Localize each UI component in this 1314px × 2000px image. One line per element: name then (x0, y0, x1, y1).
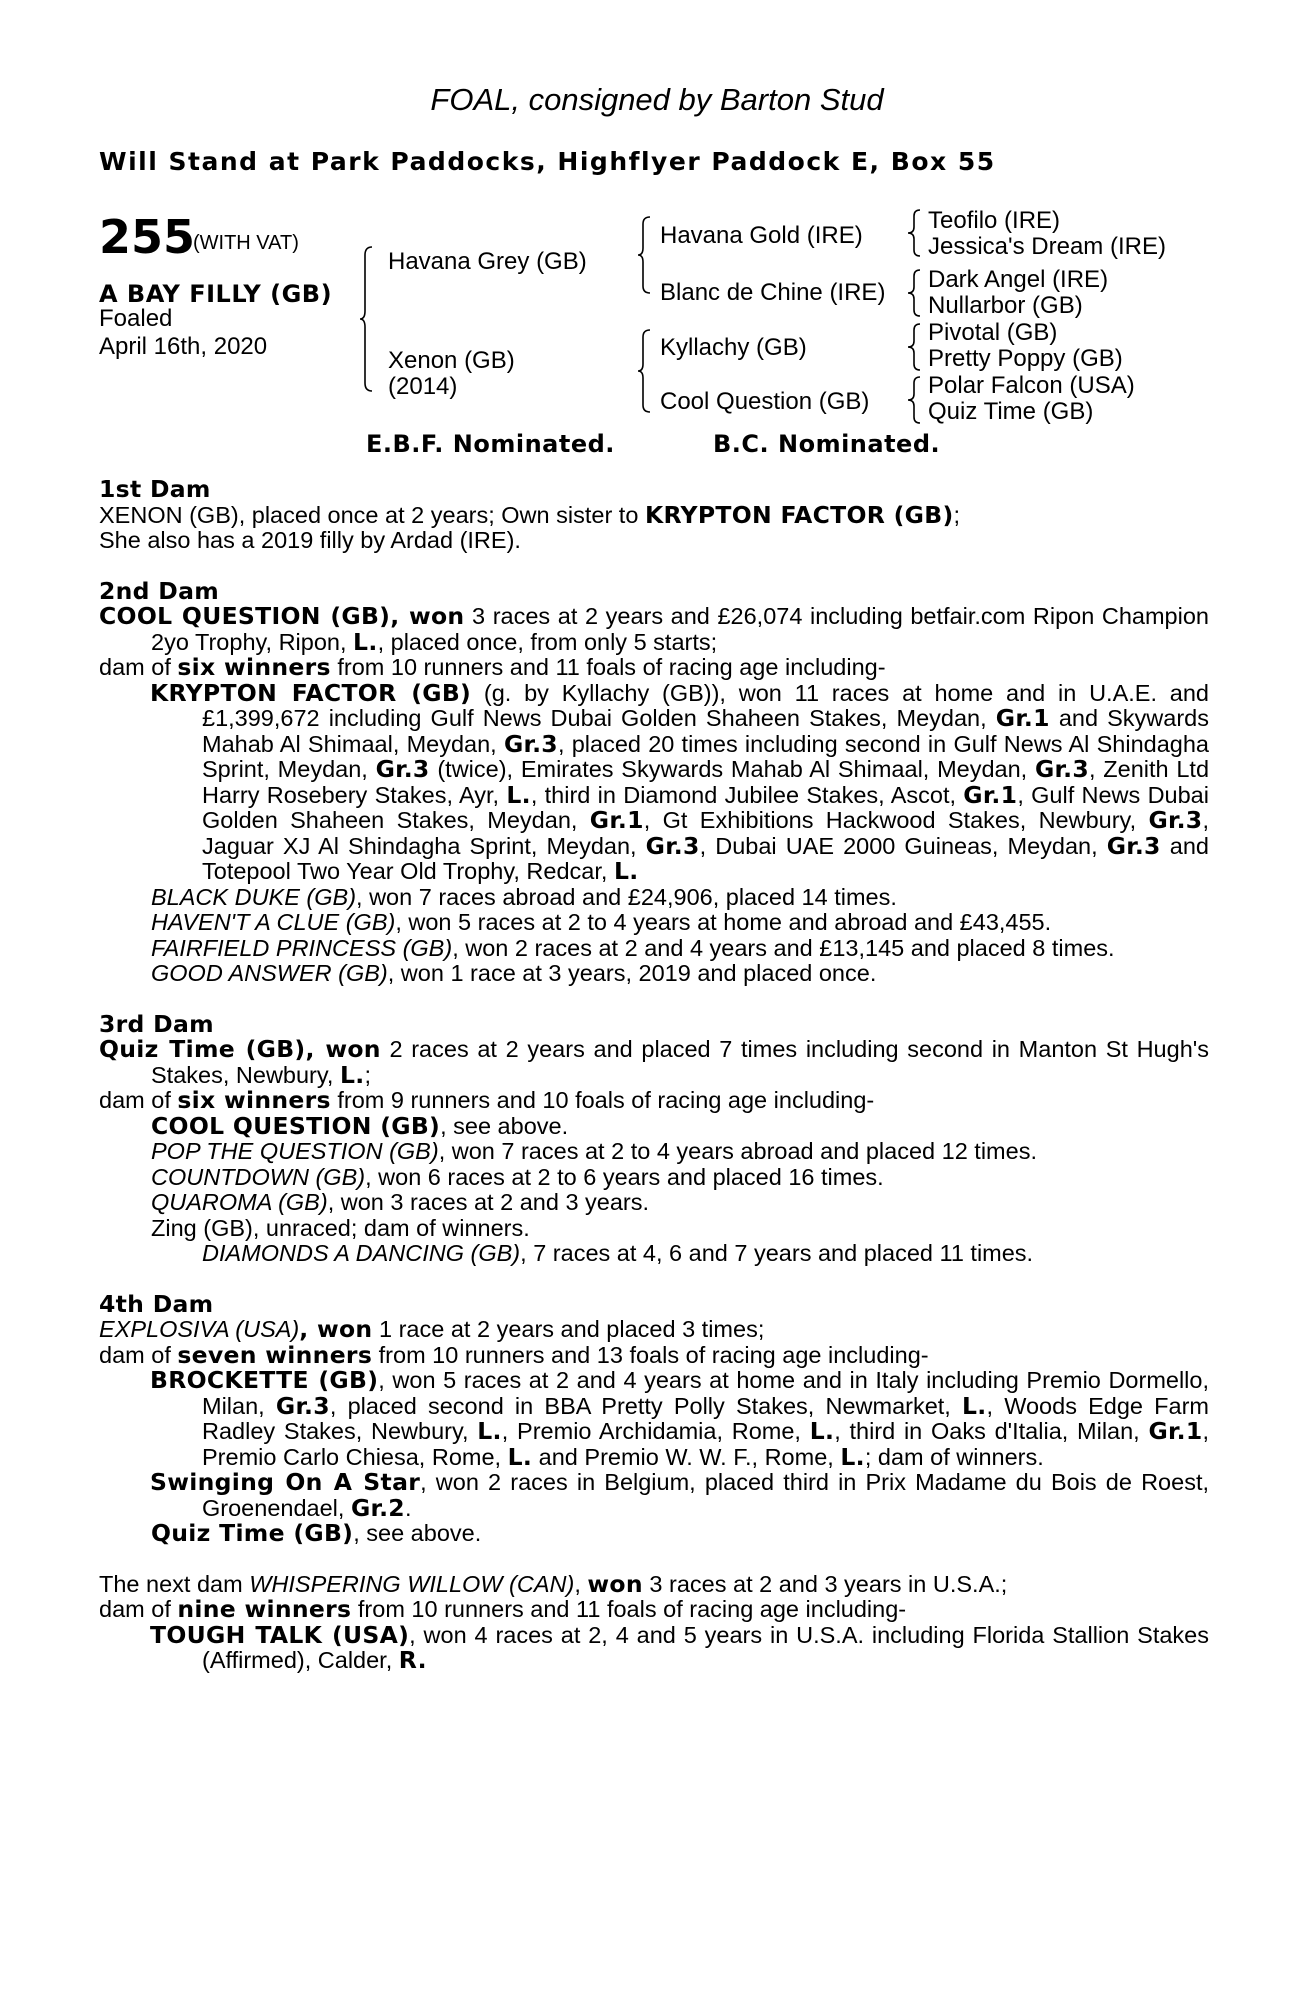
race-grade: L. (506, 780, 531, 809)
race-grade: Gr.1 (963, 780, 1018, 809)
foaled-date: April 16th, 2020 (99, 333, 268, 360)
horse-name: BROCKETTE (GB) (150, 1366, 379, 1394)
next-dam-record (99, 1569, 1209, 1598)
text: and Skywards Mahab Al Shimaal, Meydan, (202, 705, 1209, 757)
race-grade: Gr.3 (645, 831, 700, 860)
text: dam of (99, 1341, 178, 1368)
text: dam of (99, 1596, 178, 1622)
horse-name: COOL QUESTION (GB) (99, 602, 391, 630)
text: , won 5 races at 2 and 4 years at home and in Italy including Premio Dormello, Milan, (202, 1367, 1210, 1419)
race-grade: Gr.3 (1106, 831, 1161, 860)
produce-entry (99, 1521, 1209, 1547)
text: . (404, 1494, 412, 1521)
pedigree-g2: Jessica's Dream (IRE) (928, 233, 1166, 260)
text: , won 4 races at 2, 4 and 5 years in U.S.A. including Florida Stallion Stakes (Affirmed), Calder, (202, 1621, 1209, 1673)
won-label: , won (390, 602, 465, 630)
text: , see above. (353, 1520, 482, 1546)
produce-entry (99, 1620, 1209, 1674)
third-dam-section (99, 1009, 1210, 1267)
winners-count: six winners (177, 653, 331, 681)
pedigree-g1: Teofilo (IRE) (928, 207, 1061, 234)
text: 1 race at 2 years and placed 3 times; (372, 1316, 765, 1342)
pedigree-g6: Pretty Poppy (GB) (928, 345, 1123, 372)
pedigree-sire-dam: Blanc de Chine (IRE) (660, 279, 886, 306)
text: and Premio W. W. F., Rome, (532, 1443, 841, 1470)
next-dam-section (99, 1569, 1209, 1674)
text: , won 1 race at 3 years, 2019 and placed once. (387, 960, 877, 986)
text: (twice), Emirates Skywards Mahab Al Shimaal, Meydan, (429, 756, 1035, 782)
produce-entry: Zing (GB), unraced; dam of winners. (151, 1214, 530, 1241)
text: , Premio Archidamia, Rome, (501, 1418, 810, 1444)
second-dam-record (99, 604, 1209, 655)
horse-name: Quiz Time (GB) (151, 1519, 354, 1547)
race-grade: R. (398, 1646, 427, 1674)
produce-entry (99, 678, 1210, 885)
pedigree-dam-sire: Kyllachy (GB) (660, 334, 807, 361)
winners-count: seven winners (177, 1340, 373, 1369)
winners-count: nine winners (177, 1595, 352, 1623)
text: , placed 20 times including second in Gulf News Al Shindagha Sprint, Meydan, (202, 730, 1209, 782)
produce-entry (99, 1111, 1209, 1140)
pedigree-g4: Nullarbor (GB) (928, 292, 1083, 319)
produce-entry (99, 910, 1209, 936)
produce-entry (99, 961, 1209, 987)
pedigree-bracket-g4 (908, 375, 924, 425)
horse-name: COUNTDOWN (GB) (151, 1163, 366, 1190)
text: , placed second in BBA Pretty Polly Stakes, Newmarket, (329, 1392, 963, 1419)
text: ; (364, 1061, 371, 1088)
pedigree-dam-dam: Cool Question (GB) (660, 388, 870, 415)
text: , Gulf News Dubai Golden Shaheen Stakes, Meydan, (202, 781, 1209, 833)
text: from 10 runners and 11 foals of racing age including- (330, 654, 886, 680)
third-dam-heading: 3rd Dam (99, 1009, 214, 1038)
text: dam of (99, 654, 178, 680)
text: (g. by Kyllachy (GB)), won 11 races at home and in U.A.E. and £1,399,672 including Gulf News Dubai Golden Shaheen Stakes, Meydan, (202, 679, 1209, 731)
horse-name: EXPLOSIVA (USA) (99, 1316, 300, 1342)
horse-name: Swinging On A Star (150, 1468, 421, 1496)
race-grade: Gr.3 (503, 729, 558, 758)
text: , 7 races at 4, 6 and 7 years and placed 11 times. (520, 1240, 1034, 1266)
race-grade: L. (840, 1442, 865, 1471)
produce-entry (99, 936, 1209, 962)
text: , Zenith Ltd Harry Rosebery Stakes, Ayr, (202, 756, 1210, 808)
pedigree-sire: Havana Grey (GB) (388, 248, 587, 275)
race-grade: L. (507, 1442, 533, 1471)
bc-nominated: B.C. Nominated. (713, 430, 941, 458)
text: dam of (99, 1087, 178, 1113)
pedigree-dam: Xenon (GB) (388, 347, 515, 374)
text: , won 6 races at 2 to 6 years and placed 16 times. (365, 1163, 884, 1190)
pedigree-g8: Quiz Time (GB) (928, 398, 1094, 425)
pedigree-g7: Polar Falcon (USA) (928, 372, 1135, 399)
third-dam-record (99, 1037, 1209, 1088)
horse-name: QUAROMA (GB) (151, 1189, 328, 1215)
pedigree-bracket-g1 (908, 208, 924, 258)
first-dam-heading: 1st Dam (99, 475, 211, 503)
race-grade: Gr.3 (275, 1391, 330, 1420)
first-dam-section (99, 477, 1209, 554)
second-dam-produce (99, 655, 1209, 681)
foaled-label: Foaled (99, 305, 173, 332)
pedigree-bracket-main (360, 245, 380, 395)
text: , Woods Edge Farm Radley Stakes, Newbury, (202, 1392, 1209, 1444)
text: , Gt Exhibitions Hackwood Stakes, Newbury, (643, 807, 1149, 833)
pedigree-bracket-g3 (908, 322, 924, 372)
race-grade: Gr.1 (995, 704, 1050, 732)
produce-entry (99, 1470, 1209, 1521)
text: , placed once, from only 5 starts; (377, 628, 718, 655)
race-grade: Gr.3 (1034, 755, 1089, 783)
text: 2 races at 2 years and placed 7 times including second in Manton St Hugh's Stakes, Newbury, (151, 1036, 1210, 1088)
pedigree-g3: Dark Angel (IRE) (928, 266, 1109, 293)
third-dam-produce (99, 1088, 1209, 1114)
second-dam-section (99, 576, 1210, 987)
text: , won 2 races at 2 and 4 years and £13,145 and placed 8 times. (452, 934, 1115, 961)
pedigree-bracket-sire (638, 215, 658, 297)
horse-name: COOL QUESTION (GB) (151, 1111, 441, 1140)
winners-count: six winners (177, 1086, 331, 1114)
text: , won 7 races abroad and £24,906, placed 14 times. (356, 883, 897, 910)
produce-entry (99, 1241, 1209, 1267)
won-label: , won (305, 1035, 381, 1063)
second-dam-heading: 2nd Dam (99, 576, 220, 605)
text: , third in Oaks d'Italia, Milan, (834, 1418, 1149, 1444)
horse-name: Quiz Time (GB) (99, 1035, 306, 1063)
text: , won 7 races at 2 to 4 years abroad and placed 12 times. (438, 1138, 1037, 1164)
text: ; dam of winners. (864, 1443, 1044, 1470)
race-grade: L. (353, 627, 378, 656)
won-label: , won (299, 1315, 373, 1343)
pedigree-bracket-dam (638, 328, 658, 416)
horse-name: GOOD ANSWER (GB) (151, 960, 388, 986)
text: XENON (GB), placed once at 2 years; Own sister to (99, 501, 645, 528)
race-grade: Gr.1 (1148, 1417, 1203, 1445)
text: from 9 runners and 10 foals of racing age including- (330, 1087, 875, 1113)
won-label: won (587, 1569, 643, 1598)
horse-name: TOUGH TALK (USA) (150, 1620, 410, 1649)
horse-name: FAIRFIELD PRINCESS (GB) (151, 934, 453, 961)
ebf-nominated: E.B.F. Nominated. (366, 430, 615, 458)
pedigree-bracket-g2 (908, 268, 924, 318)
race-grade: Gr.3 (1148, 806, 1203, 834)
lot-description: A BAY FILLY (GB) (99, 280, 333, 308)
horse-name: KRYPTON FACTOR (GB) (150, 678, 472, 707)
text: 3 races at 2 and 3 years in U.S.A.; (642, 1570, 1008, 1597)
race-grade: L. (477, 1417, 502, 1445)
text: , won 2 races in Belgium, placed third in Prix Madame du Bois de Roest, Groenendael, (202, 1469, 1209, 1521)
race-grade: Gr.1 (589, 806, 644, 834)
text: , won 3 races at 2 and 3 years. (327, 1189, 650, 1215)
text: , Premio Carlo Chiesa, Rome, (202, 1418, 1210, 1470)
catalogue-body (99, 477, 1209, 1699)
text: The next dam (99, 1570, 250, 1597)
fourth-dam-produce (99, 1340, 1209, 1369)
text: , Dubai UAE 2000 Guineas, Meydan, (699, 832, 1107, 859)
horse-name: WHISPERING WILLOW (CAN) (249, 1570, 575, 1597)
horse-name: DIAMONDS A DANCING (GB) (202, 1240, 521, 1266)
first-dam-text (99, 500, 1209, 529)
produce-entry (99, 1165, 1209, 1191)
produce-entry (99, 1190, 1209, 1216)
text: , Jaguar XJ Al Shindagha Sprint, Meydan, (202, 807, 1209, 859)
pedigree-g5: Pivotal (GB) (928, 319, 1058, 346)
stand-location: Will Stand at Park Paddocks, Highflyer Paddock E, Box 55 (99, 147, 996, 176)
text: , (574, 1570, 588, 1597)
race-grade: L. (613, 857, 639, 885)
text: ; (953, 501, 961, 528)
text: 3 races at 2 years and £26,074 including betfair.com Ripon Champion 2yo Trophy, Ripon, (151, 603, 1209, 655)
race-grade: L. (962, 1391, 987, 1420)
text: , won 5 races at 2 to 4 years at home and abroad and £43,455. (395, 909, 1052, 935)
text: and Totepool Two Year Old Trophy, Redcar, (202, 832, 1209, 884)
horse-name: KRYPTON FACTOR (GB) (644, 500, 954, 529)
first-dam-note: She also has a 2019 filly by Ardad (IRE). (99, 527, 521, 553)
fourth-dam-heading: 4th Dam (99, 1289, 214, 1318)
produce-entry (99, 885, 1209, 911)
horse-name: BLACK DUKE (GB) (151, 883, 357, 910)
pedigree-sire-sire: Havana Gold (IRE) (660, 222, 863, 249)
next-dam-produce (99, 1597, 1209, 1623)
horse-name: HAVEN'T A CLUE (GB) (151, 909, 396, 935)
fourth-dam-section (99, 1289, 1210, 1547)
text: from 10 runners and 13 foals of racing age including- (372, 1341, 929, 1368)
text: , see above. (440, 1112, 569, 1139)
horse-name: POP THE QUESTION (GB) (151, 1138, 439, 1164)
text: , third in Diamond Jubilee Stakes, Ascot, (530, 781, 964, 808)
produce-entry (99, 1139, 1209, 1165)
race-grade: L. (339, 1060, 365, 1089)
text: from 10 runners and 11 foals of racing age including- (351, 1596, 907, 1622)
race-grade: Gr.2 (350, 1493, 405, 1522)
produce-entry (99, 1368, 1209, 1470)
page-title: FOAL, consigned by Barton Stud (430, 82, 884, 117)
vat-note: (WITH VAT) (193, 232, 299, 254)
fourth-dam-record (99, 1317, 1209, 1343)
race-grade: L. (809, 1417, 835, 1445)
pedigree-dam-year: (2014) (388, 373, 458, 400)
lot-number: 255 (99, 210, 196, 264)
race-grade: Gr.3 (375, 755, 430, 783)
